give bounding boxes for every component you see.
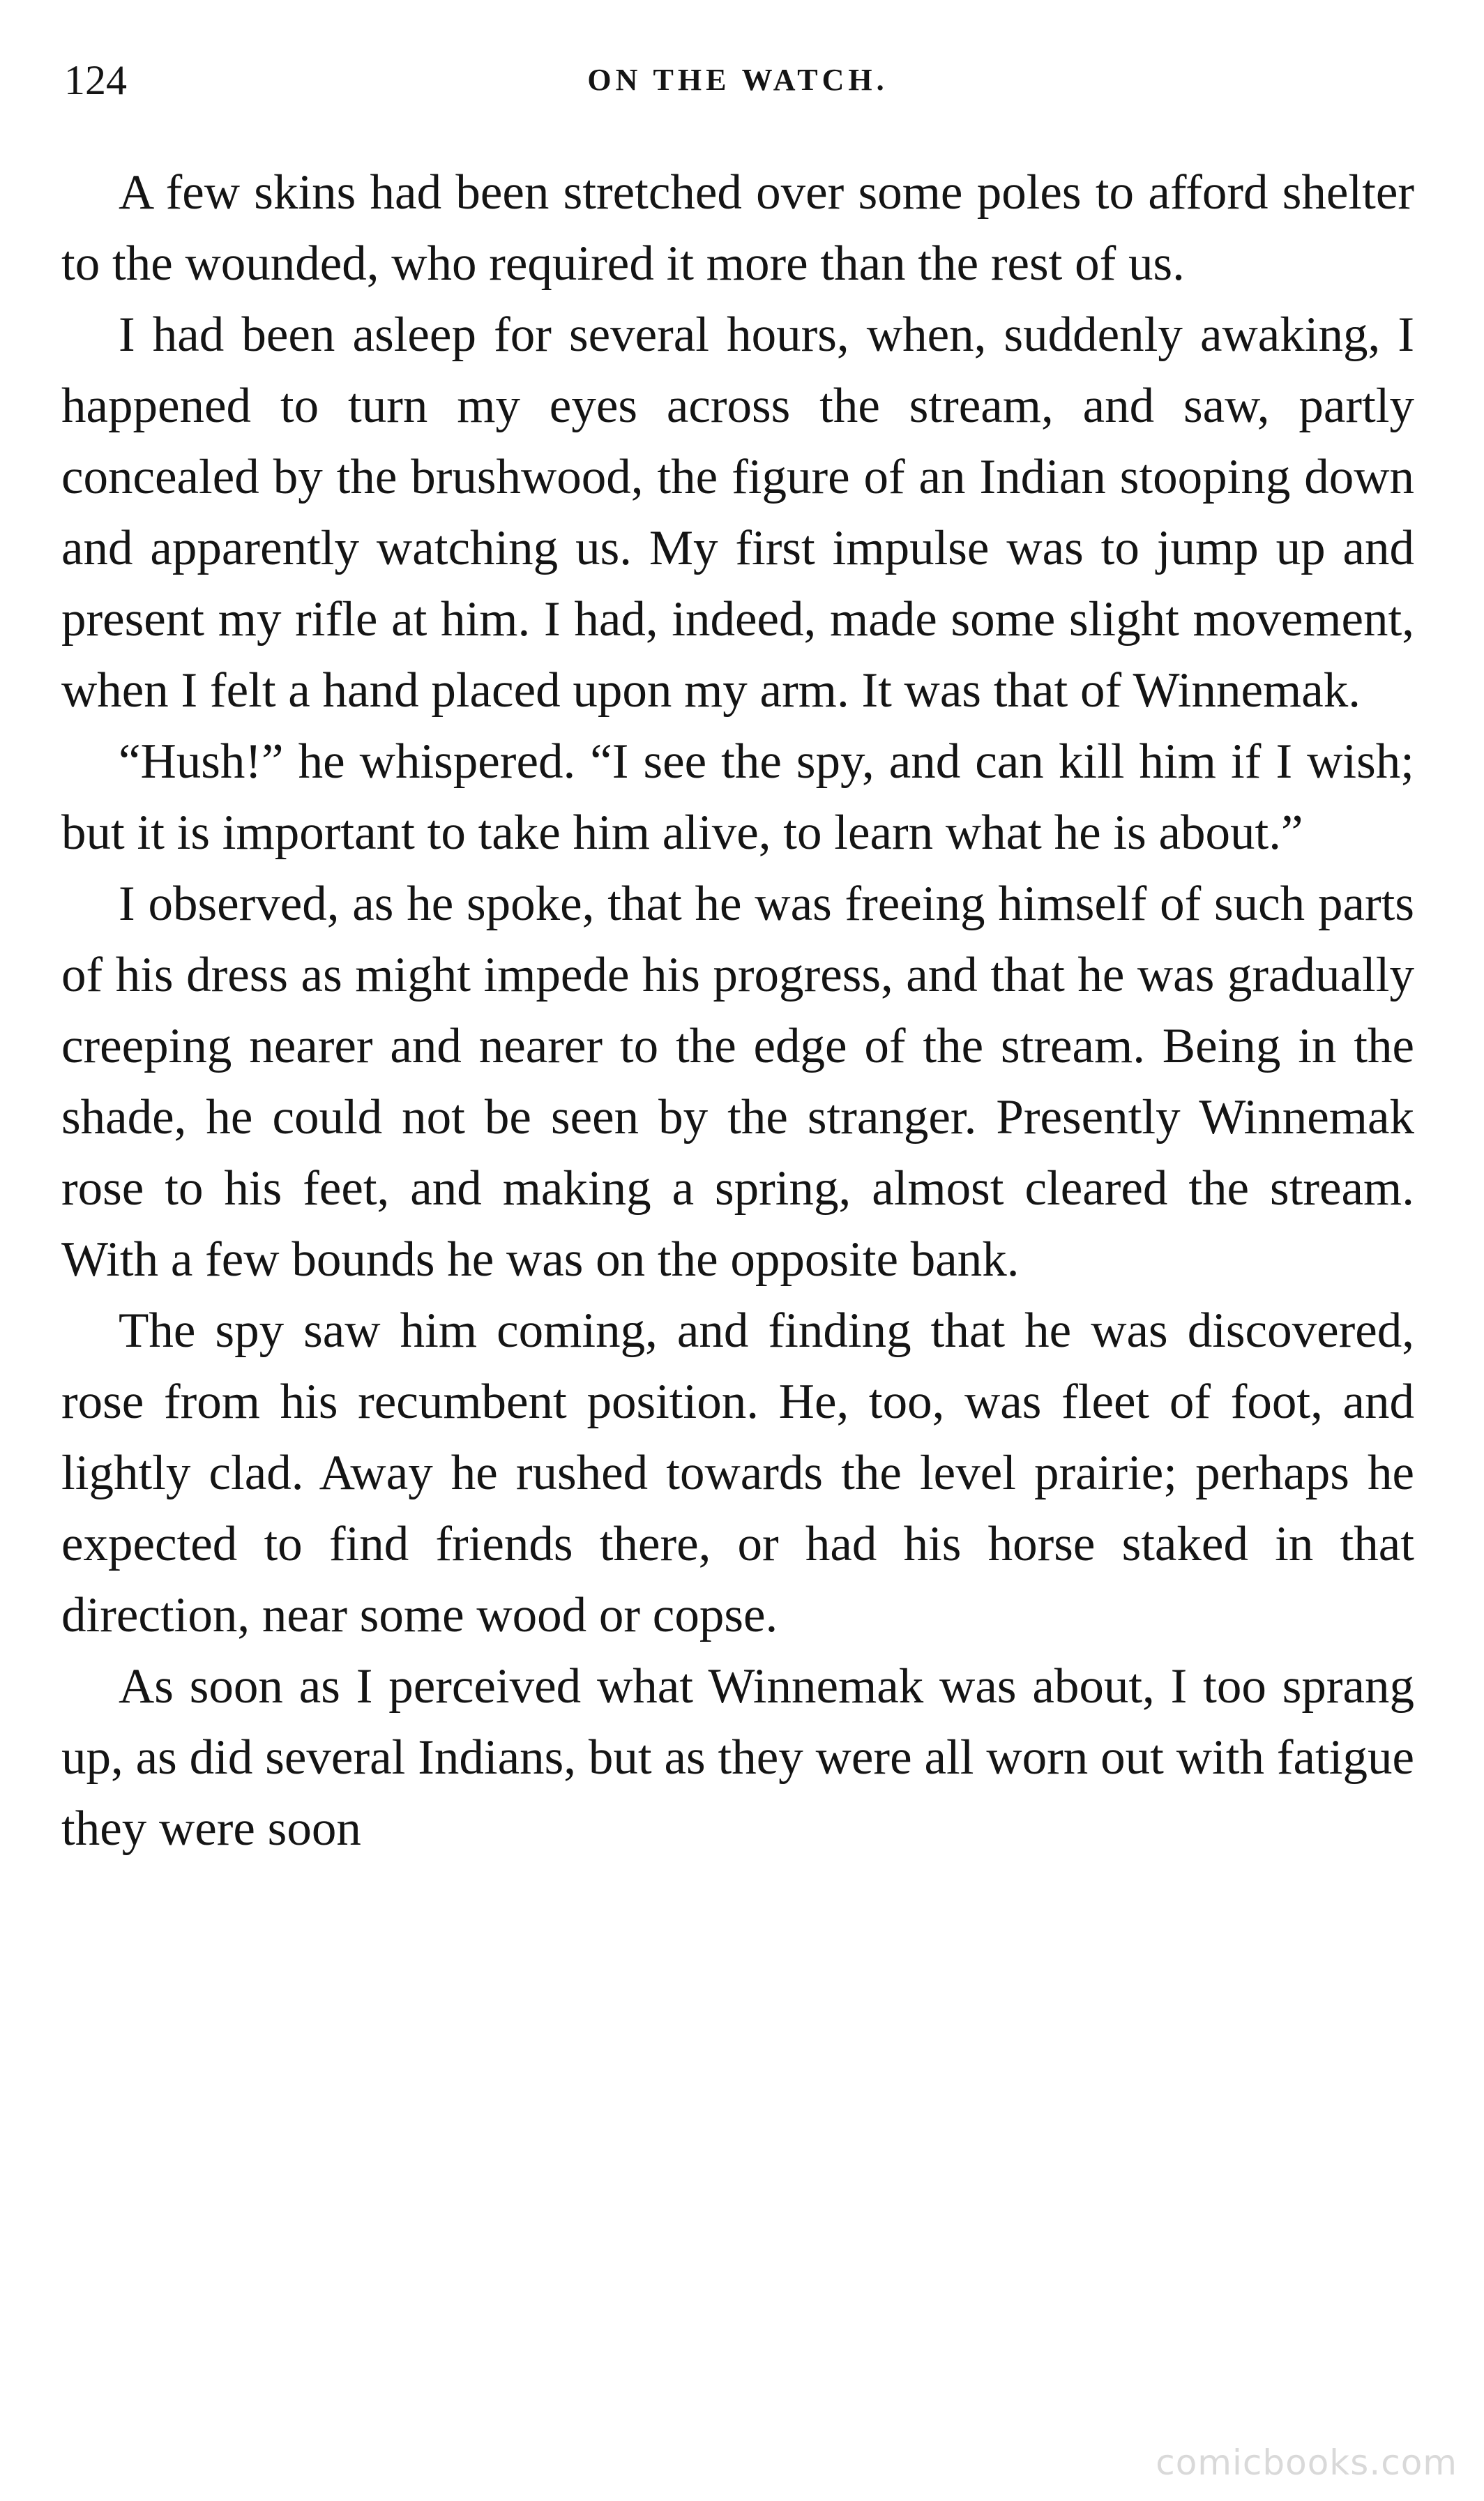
paragraph: A few skins had been stretched over some poles to afford shelter to the wounded, who required it more than the rest of us. [61, 165, 1414, 291]
paragraph: “Hush!” he whispered. “I see the spy, and can kill him if I wish; but it is important to take him alive, to learn what he is about.” [61, 734, 1414, 860]
watermark: comicbooks.com [1156, 2442, 1458, 2483]
page-header [61, 49, 1414, 112]
running-head: ON THE WATCH. [587, 63, 888, 97]
body-text [61, 157, 1414, 1864]
page-number: 124 [64, 57, 127, 103]
paragraph: I had been asleep for several hours, when, suddenly awaking, I happened to turn my eyes across the stream, and saw, partly concealed by the brushwood, the figure of an Indian stooping down and apparently watching us. My first impulse was to jump up and present my rifle at him. I had, indeed, made some slight movement, when I felt a hand placed upon my arm. It was that of Winnemak. [61, 308, 1414, 718]
paragraph: The spy saw him coming, and finding that he was discovered, rose from his recumbent position. He, too, was fleet of foot, and lightly clad. Away he rushed towards the level prairie; perhaps he expected to find friends there, or had his horse staked in that direction, near some wood or copse. [61, 1304, 1414, 1642]
paragraph: I observed, as he spoke, that he was freeing himself of such parts of his dress as might impede his progress, and that he was gradually creeping nearer and nearer to the edge of the stream. Being in the shade, he could not be seen by the stranger. Presently Winnemak rose to his feet, and making a spring, almost cleared the stream. With a few bounds he was on the opposite bank. [61, 877, 1414, 1287]
paragraph: As soon as I perceived what Winnemak was about, I too sprang up, as did several Indians, but as they were all worn out with fatigue they were soon [61, 1659, 1414, 1856]
